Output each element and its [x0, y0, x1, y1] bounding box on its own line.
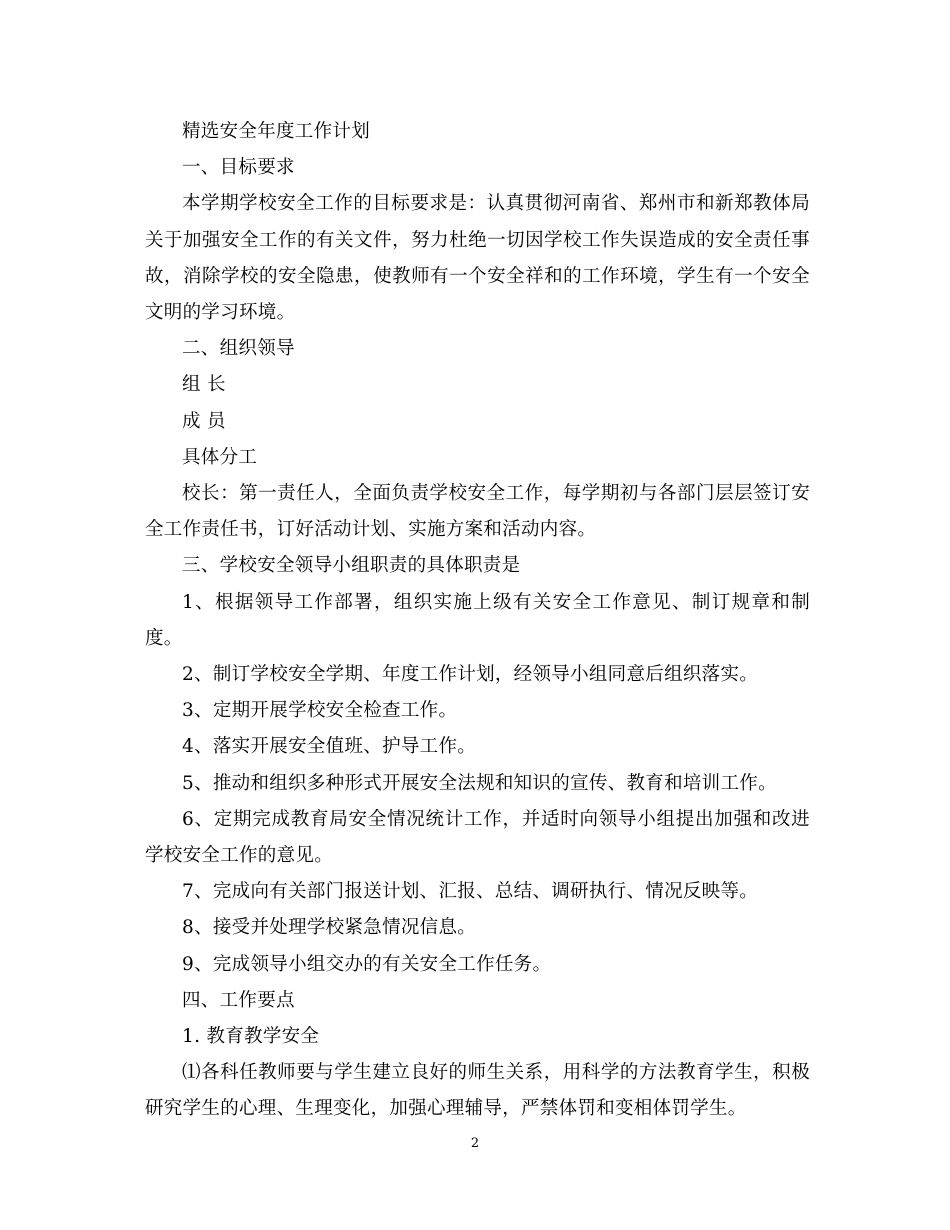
duty-item-4: 4、落实开展安全值班、护导工作。	[182, 736, 477, 758]
duty-item-1: 1、根据领导工作部署，组织实施上级有关安全工作意见、制订规章和制度。	[145, 591, 810, 649]
document-title: 精选安全年度工作计划	[182, 121, 371, 142]
section-heading-key-points: 四、工作要点	[182, 989, 295, 1011]
duty-item-2: 2、制订学校安全学期、年度工作计划，经领导小组同意后组织落实。	[182, 664, 759, 686]
paragraph-teacher-student: ⑴各科任教师要与学生建立良好的师生关系，用科学的方法教育学生，积极研究学生的心理、生理变化，加强心理辅导，严禁体罚和变相体罚学生。	[145, 1062, 810, 1120]
paragraph-principal: 校长：第一责任人，全面负责学校安全工作，每学期初与各部门层层签订安全工作责任书，订好活动计划、实施方案和活动内容。	[145, 483, 810, 541]
line-division-of-labor: 具体分工	[182, 446, 258, 468]
section-heading-goals: 一、目标要求	[182, 157, 295, 179]
document-body	[145, 114, 810, 1128]
duty-item-9: 9、完成领导小组交办的有关安全工作任务。	[182, 953, 552, 975]
page-number: 2	[470, 1136, 480, 1151]
subheading-teaching-safety: 1. 教育教学安全	[182, 1026, 320, 1048]
duty-item-7: 7、完成向有关部门报送计划、汇报、总结、调研执行、情况反映等。	[182, 881, 759, 903]
line-group-leader: 组 长	[182, 374, 226, 396]
duty-item-3: 3、定期开展学校安全检查工作。	[182, 700, 458, 722]
paragraph-goals: 本学期学校安全工作的目标要求是：认真贯彻河南省、郑州市和新郑教体局关于加强安全工作的有关文件，努力杜绝一切因学校工作失误造成的安全责任事故，消除学校的安全隐患，使教师有一个安全祥和的工作环境，学生有一个安全文明的学习环境。	[145, 193, 810, 324]
duty-item-5: 5、推动和组织多种形式开展安全法规和知识的宣传、教育和培训工作。	[182, 772, 777, 794]
duty-item-6: 6、定期完成教育局安全情况统计工作，并适时向领导小组提出加强和改进学校安全工作的意见。	[145, 808, 810, 867]
line-members: 成 员	[182, 410, 226, 432]
section-heading-organization: 二、组织领导	[182, 338, 295, 360]
duty-item-8: 8、接受并处理学校紧急情况信息。	[182, 917, 477, 939]
section-heading-duties: 三、学校安全领导小组职责的具体职责是	[182, 555, 521, 577]
